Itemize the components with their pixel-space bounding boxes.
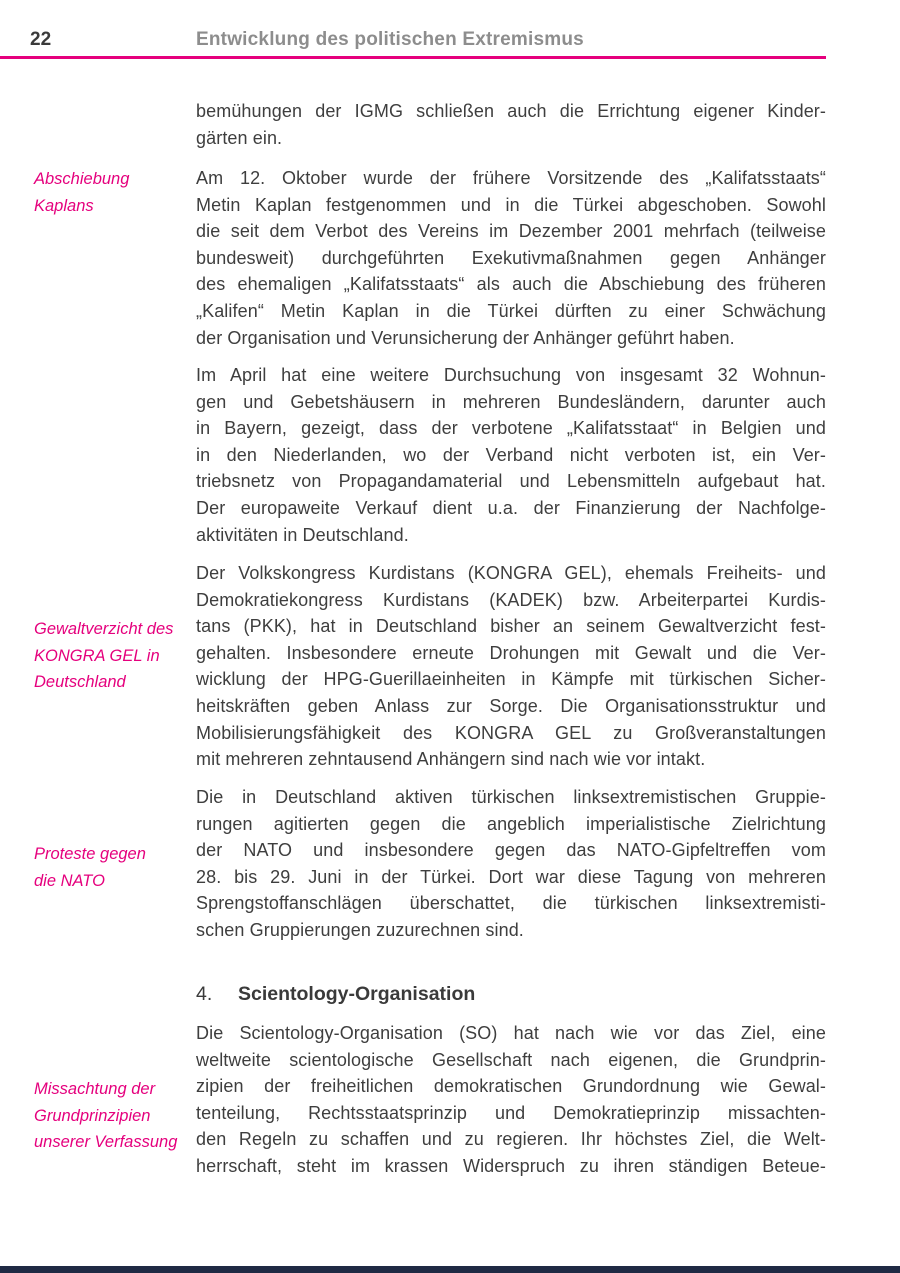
section-number: 4.	[196, 983, 213, 1005]
section-title: Scientology-Organisation	[238, 983, 476, 1005]
margin-note-gewaltverzicht-kongra-gel: Gewaltverzicht des KONGRA GEL in Deutschland	[34, 620, 174, 691]
paragraph-durchsuchung-april: Im April hat eine weitere Durchsuchung von insgesamt 32 Wohnun- gen und Gebetshäusern in mehreren Bundesländern, darunter auch in Bayern, gezeigt, dass der verbotene „Kalifatsstaat“ in Belgien und in den Niederlanden, wo der Verband nicht verboten ist, ein Ver- triebsnetz von Propagandamaterial und Lebensmitteln aufgebaut hat. Der europaweite Verkauf dient u.a. der Finanzierung der Nachfolge- aktivitäten in Deutschland.	[196, 365, 826, 545]
margin-note-missachtung-verfassung: Missachtung der Grundprinzipien unserer Verfassung	[34, 1080, 178, 1151]
header-rule	[0, 56, 826, 59]
footer-bar	[0, 1266, 900, 1273]
paragraph-kaplan-abschiebung: Am 12. Oktober wurde der frühere Vorsitzende des „Kalifatsstaats“ Metin Kaplan festgenommen und in die Türkei abgeschoben. Sowohl die seit dem Verbot des Vereins im Dezember 2001 mehrfach (teilweise bundesweit) durchgeführten Exekutivmaßnahmen gegen Anhänger des ehemaligen „Kalifatsstaats“ als auch die Abschiebung des früheren „Kalifen“ Metin Kaplan in die Türkei dürften zu einer Schwächung der Organisation und Verunsicherung der Anhänger geführt haben.	[196, 168, 826, 348]
paragraph-kongra-gel: Der Volkskongress Kurdistans (KONGRA GEL), ehemals Freiheits- und Demokratiekongress Kurdistans (KADEK) bzw. Arbeiterpartei Kurdis- tans (PKK), hat in Deutschland bisher an seinem Gewaltverzicht fest- gehalten. Insbesondere erneute Drohungen mit Gewalt und die Ver- wicklung der HPG-Guerillaeinheiten in Kämpfe mit türkischen Sicher- heitskräften geben Anlass zur Sorge. Die Organisationsstruktur und Mobilisierungsfähigkeit des KONGRA GEL zu Großveranstaltungen mit mehreren zehntausend Anhängern sind nach wie vor intakt.	[196, 563, 826, 770]
section-heading-scientology	[196, 982, 826, 1006]
margin-note-abschiebung-kaplans: Abschiebung Kaplans	[34, 170, 130, 215]
margin-note-proteste-nato: Proteste gegen die NATO	[34, 845, 146, 890]
paragraph-igmg-kindergaerten: bemühungen der IGMG schließen auch die Errichtung eigener Kinder- gärten ein.	[196, 101, 826, 148]
header-title: Entwicklung des politischen Extremismus	[196, 29, 584, 50]
paragraph-scientology: Die Scientology-Organisation (SO) hat nach wie vor das Ziel, eine weltweite scientologische Gesellschaft nach eigenen, die Grundprin- zipien der freiheitlichen demokratischen Grundordnung wie Gewal- tenteilung, Rechtsstaatsprinzip und Demokratieprinzip missachten- den Regeln zu schaffen und zu regieren. Ihr höchstes Ziel, die Welt- herrschaft, steht im krassen Widerspruch zu ihren ständigen Beteue-	[196, 1023, 826, 1176]
page-number: 22	[30, 29, 52, 50]
paragraph-nato-proteste: Die in Deutschland aktiven türkischen linksextremistischen Gruppie- rungen agitierten gegen die angeblich imperialistische Zielrichtung der NATO und insbesondere gegen das NATO-Gipfeltreffen vom 28. bis 29. Juni in der Türkei. Dort war diese Tagung von mehreren Sprengstoffanschlägen überschattet, die türkischen linksextremisti- schen Gruppierungen zuzurechnen sind.	[196, 787, 826, 940]
